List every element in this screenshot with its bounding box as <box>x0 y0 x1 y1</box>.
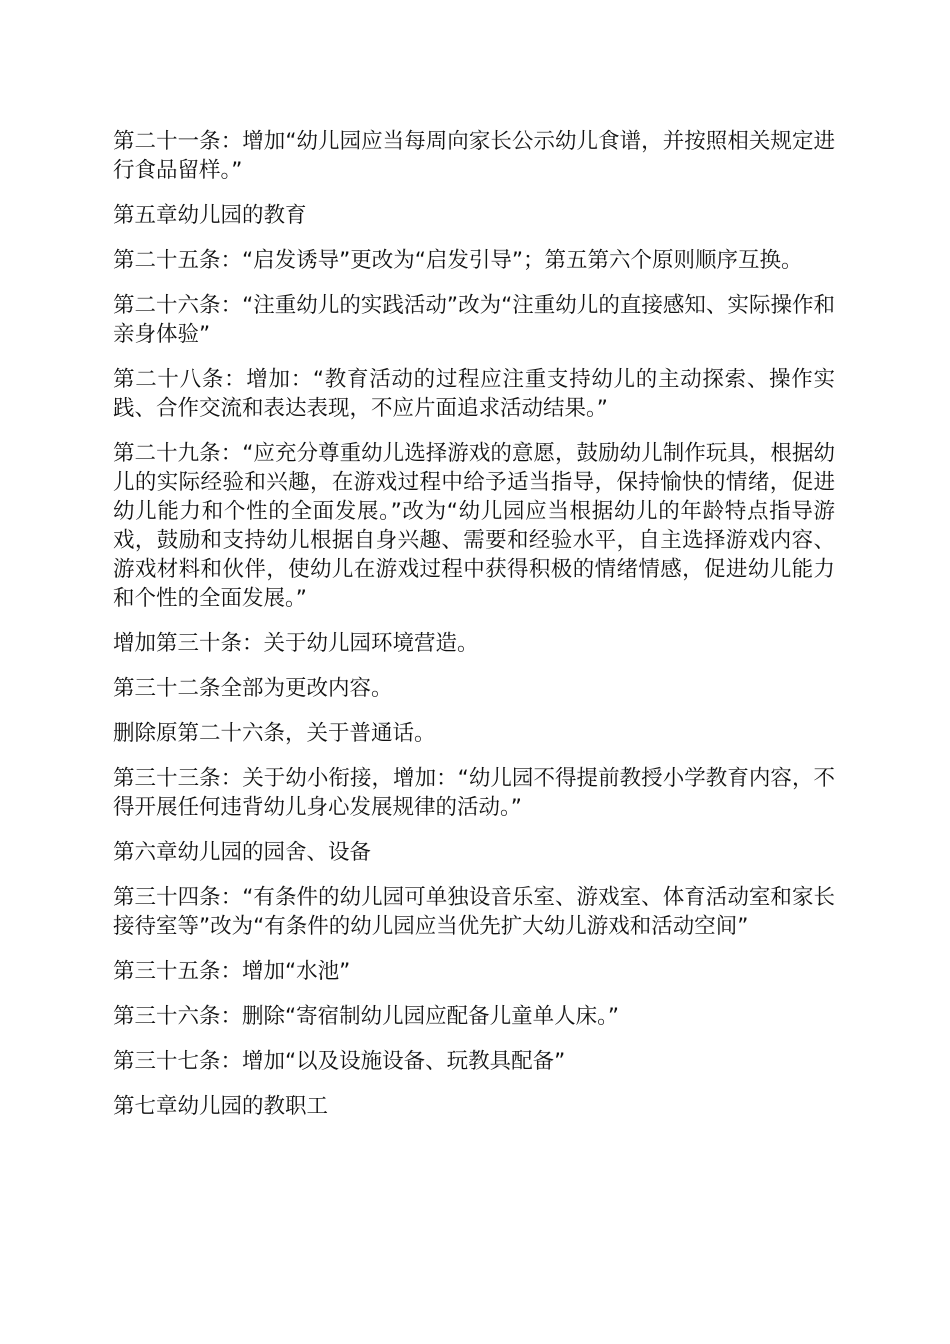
paragraph-article-25: 第二十五条：“启发诱导”更改为“启发引导”；第五第六个原则顺序互换。 <box>113 248 803 273</box>
paragraph-article-34: 第三十四条：“有条件的幼儿园可单独设音乐室、游戏室、体育活动室和家长接待室等”改为“有条件的幼儿园应当优先扩大幼儿游戏和活动空间” <box>113 885 835 939</box>
paragraph-article-21: 第二十一条：增加“幼儿园应当每周向家长公示幼儿食谱，并按照相关规定进行食品留样。” <box>113 129 835 183</box>
chapter-5-heading: 第五章幼儿园的教育 <box>113 203 307 228</box>
paragraph-delete-article-26: 删除原第二十六条，关于普通话。 <box>113 721 436 746</box>
chapter-7-heading: 第七章幼儿园的教职工 <box>113 1094 329 1119</box>
paragraph-article-29: 第二十九条：“应充分尊重幼儿选择游戏的意愿，鼓励幼儿制作玩具，根据幼儿的实际经验和兴趣，在游戏过程中给予适当指导，保持愉快的情绪，促进幼儿能力和个性的全面发展。”改为“幼儿园应当根据幼儿的年龄特点指导游戏，鼓励和支持幼儿根据自身兴趣、需要和经验水平，自主选择游戏内容、游戏材料和伙伴，使幼儿在游戏过程中获得积极的情绪情感，促进幼儿能力和个性的全面发展。” <box>113 441 835 611</box>
paragraph-article-37: 第三十七条：增加“以及设施设备、玩教具配备” <box>113 1049 566 1074</box>
paragraph-add-article-30: 增加第三十条：关于幼儿园环境营造。 <box>113 631 479 656</box>
paragraph-article-35: 第三十五条：增加“水池” <box>113 959 351 984</box>
paragraph-article-33: 第三十三条：关于幼小衔接，增加：“幼儿园不得提前教授小学教育内容，不得开展任何违背幼儿身心发展规律的活动。” <box>113 766 835 820</box>
paragraph-article-36: 第三十六条：删除“寄宿制幼儿园应配备儿童单人床。” <box>113 1004 620 1029</box>
paragraph-article-32: 第三十二条全部为更改内容。 <box>113 676 393 701</box>
paragraph-article-28: 第二十八条：增加：“教育活动的过程应注重支持幼儿的主动探索、操作实践、合作交流和表达表现，不应片面追求活动结果。” <box>113 367 835 421</box>
document-body <box>113 127 835 1137</box>
paragraph-article-26: 第二十六条：“注重幼儿的实践活动”改为“注重幼儿的直接感知、实际操作和亲身体验” <box>113 293 835 347</box>
chapter-6-heading: 第六章幼儿园的园舍、设备 <box>113 840 372 865</box>
